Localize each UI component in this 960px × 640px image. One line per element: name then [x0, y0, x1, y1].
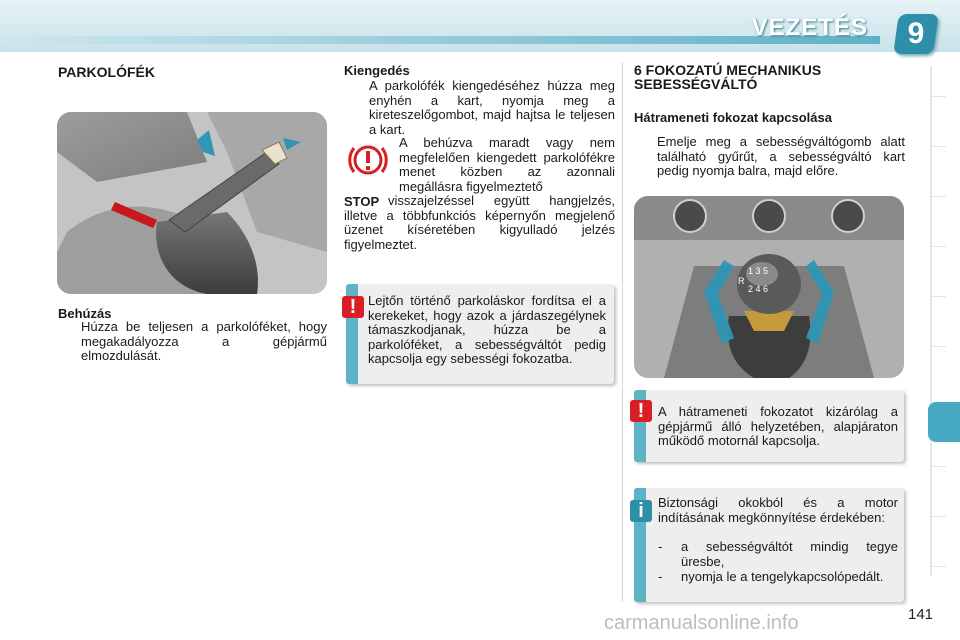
chapter-number: 9: [907, 17, 925, 50]
tab-divider: [932, 196, 946, 197]
tab-divider: [932, 516, 946, 517]
warning-icon: !: [342, 296, 364, 318]
stop-label: STOP: [344, 194, 380, 209]
gearshift-illustration: [634, 196, 904, 378]
chapter-title: VEZETÉS: [751, 14, 868, 41]
chapter-header: [0, 0, 960, 52]
tab-divider: [932, 466, 946, 467]
info-intro: Biztonsági okokból és a motor indításának megkönnyítése érdekében:: [658, 495, 898, 525]
chapter-number-badge: [893, 14, 939, 54]
gearbox-title-line1: 6 FOKOZATÚ MECHANIKUS: [634, 62, 822, 78]
parking-slope-note: [346, 284, 614, 384]
tab-divider: [932, 246, 946, 247]
safety-info-note: [634, 488, 904, 602]
tab-divider: [932, 146, 946, 147]
tab-divider: [932, 566, 946, 567]
tab-divider: [932, 346, 946, 347]
section-title-parking-brake: PARKOLÓFÉK: [58, 64, 155, 80]
handbrake-illustration: [57, 112, 327, 294]
warning-paragraph-end: visszajelzéssel együtt hangjelzés, illetve a többfunkciós képernyőn megjelenő üzenet kíséretében kigyulladó jelzés figyelmeztet.: [344, 193, 615, 252]
subtitle-release: Kiengedés: [344, 63, 410, 78]
warning-paragraph-start: A behúzva maradt vagy nem megfelelően kiengedett parkolófékre menet közben az azonnali megállásra figyelmeztető: [399, 135, 615, 194]
knob-reverse-label: R: [738, 276, 745, 286]
tab-divider: [932, 96, 946, 97]
apply-instruction: Húzza be teljesen a parkolóféket, hogy megakadályozza a gépjármű elmozdulását.: [81, 319, 327, 363]
warning-icon: !: [630, 400, 652, 422]
tab-divider: [932, 296, 946, 297]
info-item: nyomja le a tengelykapcsolópedált.: [681, 569, 884, 584]
info-dash: -: [658, 569, 663, 584]
reverse-instruction: Emelje meg a sebességváltógomb alatt található gyűrűt, a sebességváltó kart pedig nyomja balra, majd előre.: [657, 134, 905, 178]
subtitle-reverse: Hátrameneti fokozat kapcsolása: [634, 110, 832, 125]
subtitle-apply: Behúzás: [58, 306, 112, 321]
reverse-warning-text: A hátrameneti fokozatot kizárólag a gépjármű álló helyzetében, alapjáraton működő motornál kapcsolja.: [658, 404, 898, 448]
page-number: 141: [908, 606, 934, 623]
gearbox-title-line2: SEBESSÉGVÁLTÓ: [634, 76, 758, 92]
watermark: carmanualsonline.info: [604, 612, 799, 634]
header-band: [0, 36, 880, 44]
release-instruction: A parkolófék kiengedéséhez húzza meg enyhén a kart, nyomja meg a kireteszelőgombot, majd hajtsa le teljesen a kart.: [369, 78, 615, 137]
active-chapter-tab[interactable]: [928, 402, 960, 442]
brake-warning-icon: [348, 140, 388, 180]
chapter-tabs: [930, 66, 960, 576]
section-title-gearbox: [634, 63, 821, 91]
info-dash: -: [658, 539, 663, 554]
handbrake-drawing: [57, 112, 327, 294]
gearshift-drawing: [634, 196, 904, 378]
column-divider: [622, 62, 623, 602]
info-icon: i: [630, 500, 652, 522]
knob-bottom-gears: 2 4 6: [748, 284, 769, 294]
note-text: Lejtőn történő parkoláskor fordítsa el a kerekeket, hogy azok a járdaszegélynek támaszkodjanak, húzza be a parkolóféket, a sebességváltót pedig kapcsolja egy sebességi fokozatba.: [368, 293, 606, 366]
info-item: a sebességváltót mindig tegye üresbe,: [681, 539, 898, 569]
knob-top-gears: 1 3 5: [748, 266, 769, 276]
reverse-warning-note: [634, 390, 904, 462]
